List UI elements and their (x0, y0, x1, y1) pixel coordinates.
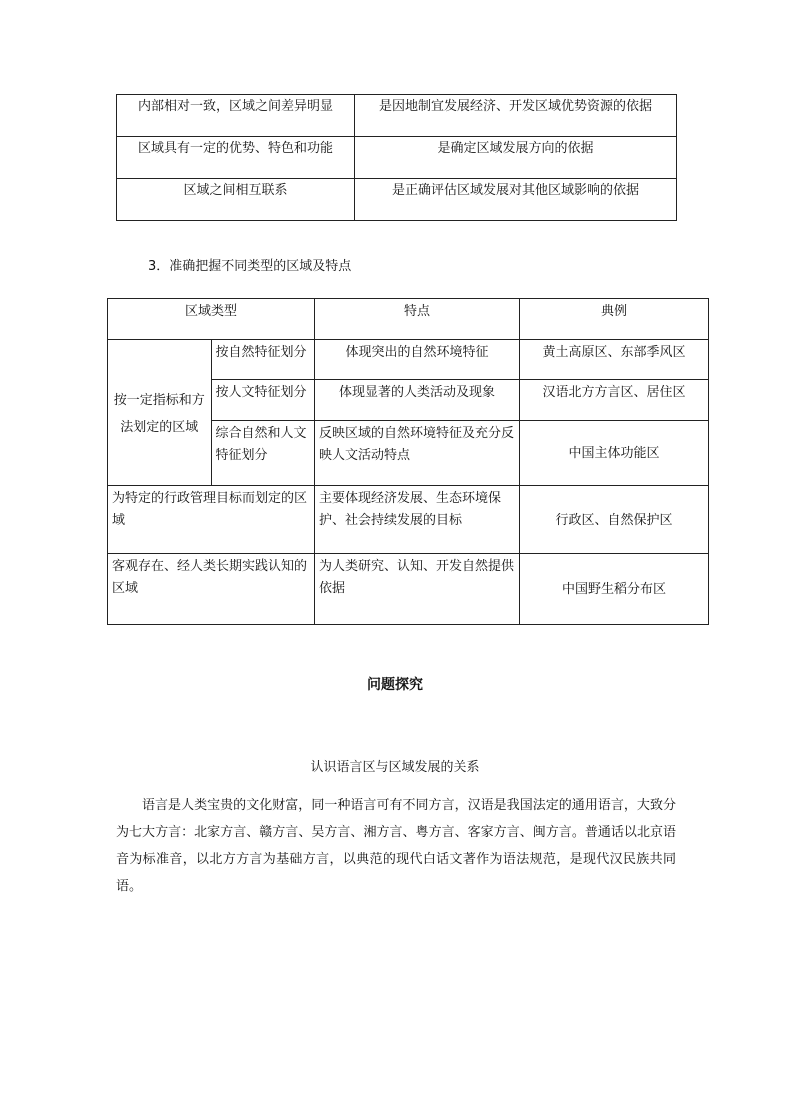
table-cell: 是确定区域发展方向的依据 (355, 137, 677, 179)
table-cell: 按自然特征划分 (211, 340, 315, 380)
header-cell-type: 区域类型 (108, 299, 315, 340)
table-cell: 汉语北方方言区、居住区 (520, 380, 709, 421)
group-label-cell: 按一定指标和方法划定的区域 (108, 340, 212, 486)
table-cell: 中国主体功能区 (520, 421, 709, 486)
table-cell: 是正确评估区域发展对其他区域影响的依据 (355, 179, 677, 221)
table-row (117, 95, 677, 137)
table-cell: 综合自然和人文特征划分 (211, 421, 315, 486)
table-cell: 主要体现经济发展、生态环境保护、社会持续发展的目标 (315, 486, 520, 554)
region-features-table (116, 94, 677, 221)
table-cell: 客观存在、经人类长期实践认知的区域 (108, 554, 315, 625)
table-cell: 是因地制宜发展经济、开发区域优势资源的依据 (355, 95, 677, 137)
table-cell: 为人类研究、认知、开发自然提供依据 (315, 554, 520, 625)
table-cell: 按人文特征划分 (211, 380, 315, 421)
table-row (108, 340, 709, 380)
table-row (108, 554, 709, 625)
table-row (117, 179, 677, 221)
region-types-table (107, 298, 709, 625)
table-cell: 体现突出的自然环境特征 (315, 340, 520, 380)
table-cell: 区域具有一定的优势、特色和功能 (117, 137, 355, 179)
table-cell: 内部相对一致，区域之间差异明显 (117, 95, 355, 137)
table-row (117, 137, 677, 179)
table-cell: 反映区域的自然环境特征及充分反映人文活动特点 (315, 421, 520, 486)
section-title: 问题探究 (367, 677, 423, 693)
table-cell: 中国野生稻分布区 (520, 554, 709, 625)
table-cell: 为特定的行政管理目标而划定的区域 (108, 486, 315, 554)
header-cell-feature: 特点 (315, 299, 520, 340)
table-cell: 行政区、自然保护区 (520, 486, 709, 554)
table-cell: 黄土高原区、东部季风区 (520, 340, 709, 380)
table-cell: 体现显著的人类活动及现象 (315, 380, 520, 421)
body-paragraph: 语言是人类宝贵的文化财富，同一种语言可有不同方言，汉语是我国法定的通用语言，大致分为七大方言：北家方言、赣方言、吴方言、湘方言、粤方言、客家方言、闽方言。普通话以北京语音为标准音，以北方方言为基础方言，以典范的现代白话文著作为语法规范，是现代汉民族共同语。 (116, 798, 676, 894)
table-cell: 区域之间相互联系 (117, 179, 355, 221)
table-header-row (108, 299, 709, 340)
header-cell-example: 典例 (520, 299, 709, 340)
subtitle: 认识语言区与区域发展的关系 (310, 760, 480, 775)
table-row (108, 486, 709, 554)
section-heading: 3．准确把握不同类型的区域及特点 (148, 259, 352, 274)
